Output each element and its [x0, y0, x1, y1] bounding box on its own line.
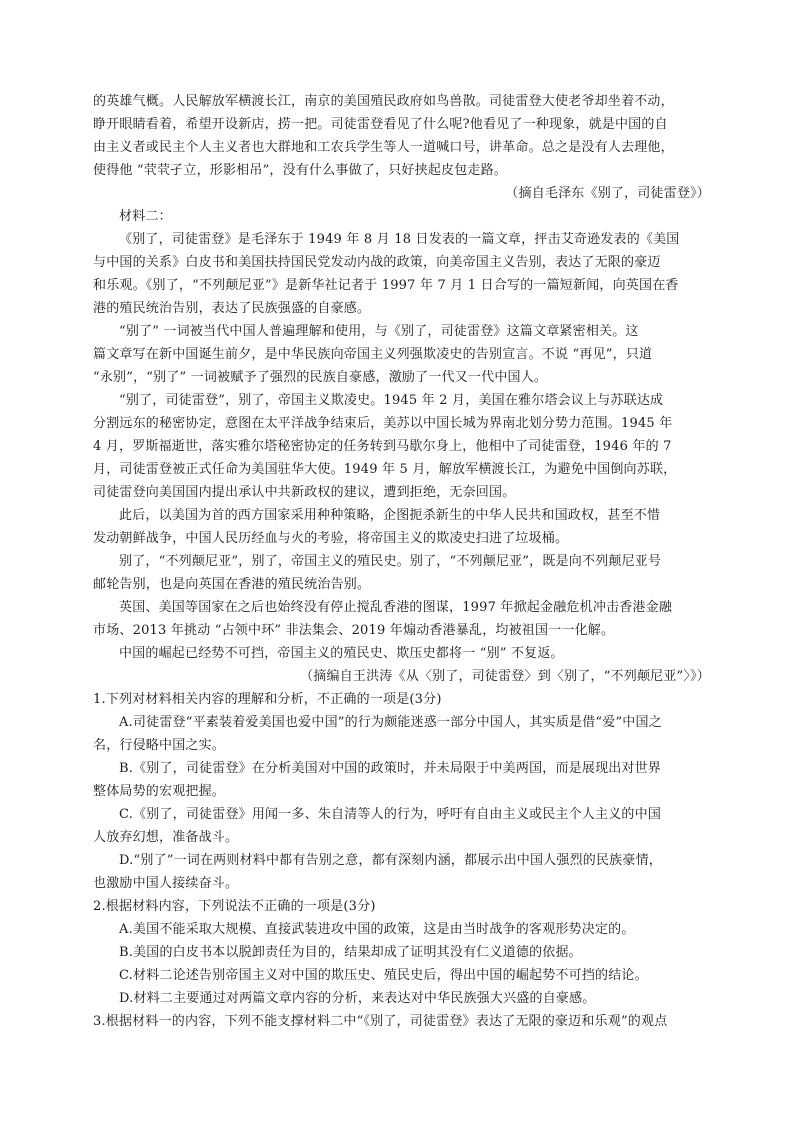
answer-option: A.司徒雷登“平素装着爱美国也爱中国”的行为颇能迷惑一部分中国人，其实质是借“爱”中国之 — [119, 715, 662, 730]
text-line: 睁开眼睛看着，希望开设新店，捞一把。司徒雷登看见了什么呢?他看见了一种现象，就是中国的自 — [93, 117, 668, 132]
text-line: 和乐观。《别了，“不列颠尼亚”》是新华社记者于 1997 年 7 月 1 日合写的一篇短新闻，向英国在香 — [93, 278, 679, 293]
text-line: 篇文章写在新中国诞生前夕，是中华民族向帝国主义列强欺凌史的告别宣言。不说 “再见”，只道 — [93, 347, 653, 362]
question-stem: 2.根据材料内容，下列说法不正确的一项是(3分) — [93, 899, 376, 914]
text-line: 分割远东的秘密协定，意图在太平洋战争结束后，美苏以中国长城为界南北划分势力范围。1945 年 — [93, 416, 673, 431]
text-line: 别了，“不列颠尼亚”，别了，帝国主义的殖民史。别了，“不列颠尼亚”，既是向不列颠尼亚号 — [119, 554, 662, 569]
answer-option-continued: 名，行侵略中国之实。 — [93, 738, 226, 753]
text-line: 英国、美国等国家在之后也始终没有停止搅乱香港的图谋，1997 年掀起金融危机冲击香港金融 — [119, 600, 673, 615]
section-heading: 材料二： — [119, 209, 172, 224]
source-citation: （摘自毛泽东《别了，司徒雷登》） — [505, 186, 710, 201]
text-line: 中国的崛起已经势不可挡，帝国主义的殖民史、欺压史都将一 “别” 不复返。 — [119, 646, 564, 661]
text-line: “别了” 一词被当代中国人普遍理解和使用，与《别了，司徒雷登》这篇文章紧密相关。这 — [119, 324, 639, 339]
answer-option: D.材料二主要通过对两篇文章内容的分析，来表达对中华民族强大兴盛的自豪感。 — [119, 991, 596, 1006]
text-line: “永别”，“别了” 一词被赋予了强烈的民族自豪感，激励了一代又一代中国人。 — [93, 370, 548, 385]
answer-option: B.《别了，司徒雷登》在分析美国对中国的政策时，并未局限于中美两国，而是展现出对世界 — [119, 761, 662, 776]
text-line: 司徒雷登向美国国内提出承认中共新政权的建议，遭到拒绝，无奈回国。 — [93, 485, 516, 500]
answer-option-continued: 人放弃幻想，准备战斗。 — [93, 830, 239, 845]
question-stem: 3.根据材料一的内容，下列不能支撑材料二中“《别了，司徒雷登》表达了无限的豪迈和乐观”的观点 — [93, 1014, 668, 1029]
text-line: 港的殖民统治告别，表达了民族强盛的自豪感。 — [93, 301, 371, 316]
text-line: 使得他 “茕茕孑立，形影相吊”，没有什么事做了，只好挟起皮包走路。 — [93, 163, 508, 178]
answer-option: A.美国不能采取大规模、直接武装进攻中国的政策，这是由当时战争的客观形势决定的。 — [119, 922, 635, 937]
text-line: “别了，司徒雷登”，别了，帝国主义欺凌史。1945 年 2 月，美国在雅尔塔会议上与苏联达成 — [119, 393, 664, 408]
answer-option-continued: 也激励中国人接续奋斗。 — [93, 876, 239, 891]
answer-option: C.材料二论述告别帝国主义对中国的欺压史、殖民史后，得出中国的崛起势不可挡的结论。 — [119, 968, 648, 983]
text-line: 月，司徒雷登被正式任命为美国驻华大使。1949 年 5 月，解放军横渡长江，为避免中国倒向苏联， — [93, 462, 677, 477]
answer-option: C.《别了，司徒雷登》用闻一多、朱自清等人的行为，呼吁有自由主义或民主个人主义的中国 — [119, 807, 662, 822]
text-line: 的英雄气概。人民解放军横渡长江，南京的美国殖民政府如鸟兽散。司徒雷登大使老爷却坐着不动， — [93, 94, 674, 109]
answer-option-continued: 整体局势的宏观把握。 — [93, 784, 226, 799]
text-line: 由主义者或民主个人主义者也大群地和工农兵学生等人一道喊口号，讲革命。总之是没有人去理他， — [93, 140, 674, 155]
source-citation: （摘编自王洪涛《从〈别了，司徒雷登〉到〈别了，“不列颠尼亚”〉》） — [300, 669, 710, 684]
text-line: 邮轮告别，也是向英国在香港的殖民统治告别。 — [93, 577, 371, 592]
answer-option: B.美国的白皮书本以脱卸责任为目的，结果却成了证明其没有仁义道德的依据。 — [119, 945, 582, 960]
text-line: 与中国的关系》白皮书和美国扶持国民党发动内战的政策，向美帝国主义告别，表达了无限的豪迈 — [93, 255, 661, 270]
question-stem: 1.下列对材料相关内容的理解和分析，不正确的一项是(3分) — [93, 692, 442, 707]
text-line: 市场、2013 年挑动 “占领中环” 非法集会、2019 年煽动香港暴乱，均被祖国一一化解。 — [93, 623, 615, 638]
text-line: 《别了，司徒雷登》是毛泽东于 1949 年 8 月 18 日发表的一篇文章，抨击艾奇逊发表的《美国 — [119, 232, 680, 247]
answer-option: D.“别了”一词在两则材料中都有告别之意，都有深刻内涵，都展示出中国人强烈的民族豪情， — [119, 853, 662, 868]
text-line: 此后，以美国为首的西方国家采用种种策略，企图扼杀新生的中华人民共和国政权，甚至不惜 — [119, 508, 661, 523]
text-line: 4 月，罗斯福逝世，落实雅尔塔秘密协定的任务转到马歇尔身上，他相中了司徒雷登，1946 年的 7 — [93, 439, 672, 454]
text-line: 发动朝鲜战争，中国人民历经血与火的考验，将帝国主义的欺凌史扫进了垃圾桶。 — [93, 531, 569, 546]
